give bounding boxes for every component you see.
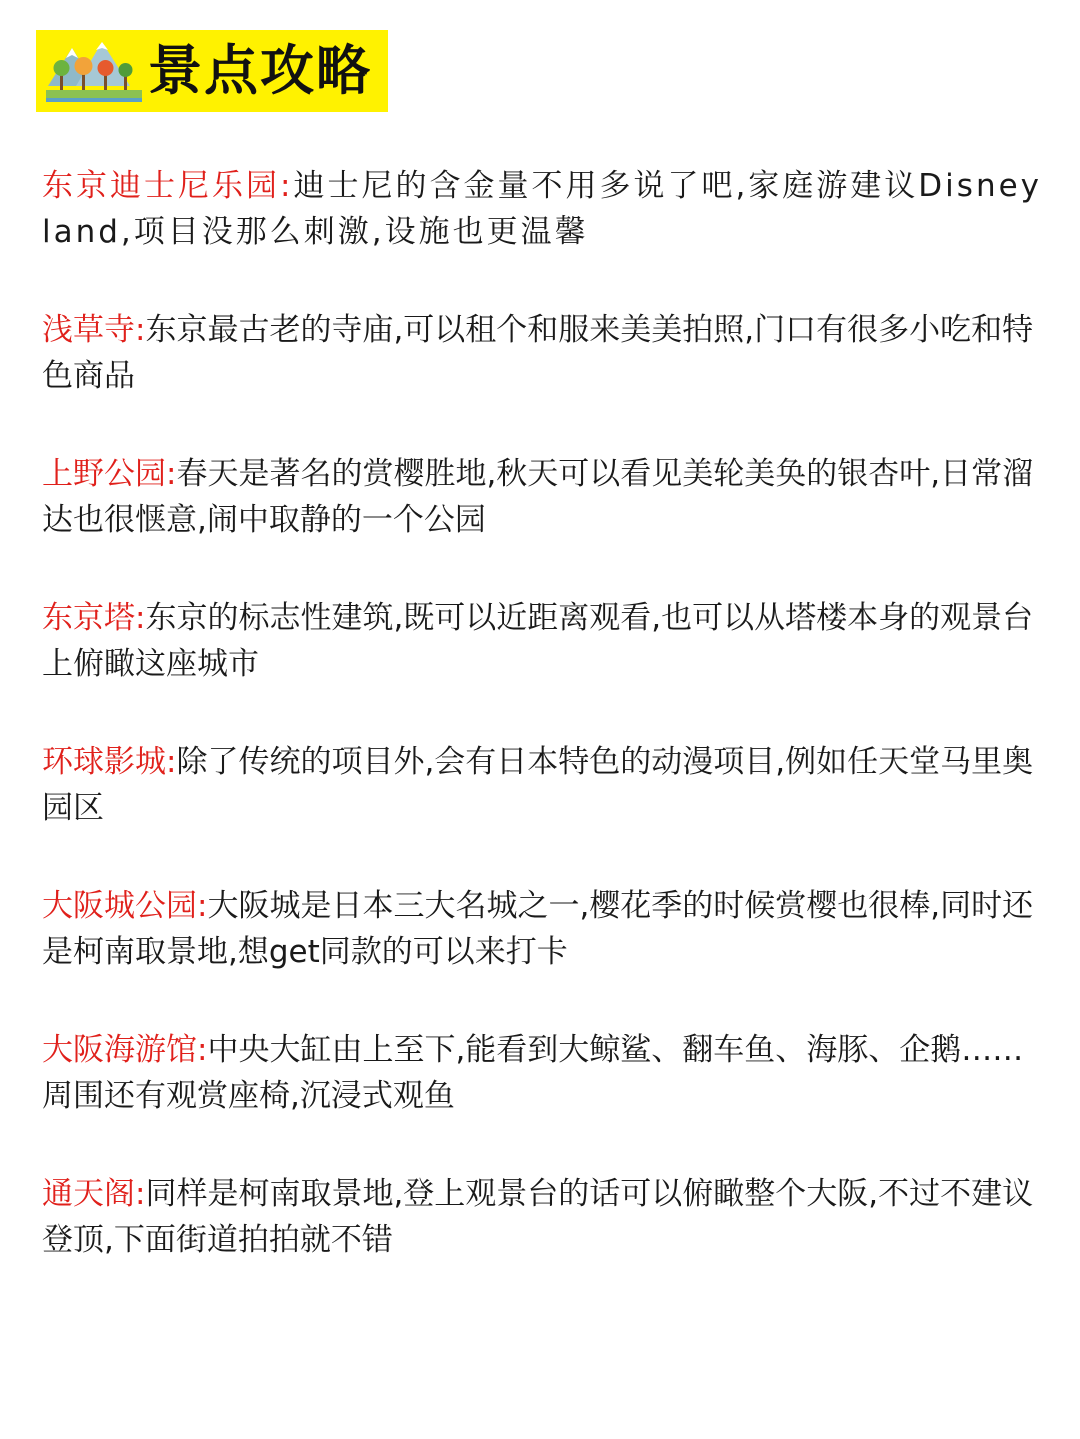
spot-name: 通天阁: — [42, 1176, 146, 1212]
spot-name: 东京迪士尼乐园: — [42, 168, 294, 204]
list-item — [42, 739, 1042, 831]
spot-description: 除了传统的项目外,会有日本特色的动漫项目,例如任天堂马里奥园区 — [42, 744, 1034, 826]
spot-name: 浅草寺: — [42, 312, 146, 348]
list-item — [42, 595, 1042, 687]
spot-name: 环球影城: — [42, 744, 177, 780]
spot-description: 大阪城是日本三大名城之一,樱花季的时候赏樱也很棒,同时还是柯南取景地,想get同款的可以来打卡 — [42, 888, 1034, 970]
spot-description: 东京的标志性建筑,既可以近距离观看,也可以从塔楼本身的观景台上俯瞰这座城市 — [42, 600, 1034, 682]
list-item — [42, 451, 1042, 543]
spot-name: 大阪海游馆: — [42, 1032, 208, 1068]
list-item — [42, 1027, 1042, 1119]
list-item — [42, 1171, 1042, 1263]
list-item — [42, 883, 1042, 975]
spot-description: 同样是柯南取景地,登上观景台的话可以俯瞰整个大阪,不过不建议登顶,下面街道拍拍就不错 — [42, 1176, 1034, 1258]
list-item — [42, 163, 1042, 255]
spot-name: 东京塔: — [42, 600, 146, 636]
spot-description: 春天是著名的赏樱胜地,秋天可以看见美轮美奂的银杏叶,日常溜达也很惬意,闹中取静的一个公园 — [42, 456, 1034, 538]
spot-description: 迪士尼的含金量不用多说了吧,家庭游建议Disneyland,项目没那么刺激,设施也更温馨 — [42, 168, 1043, 250]
page-title: 景点攻略 — [148, 39, 372, 102]
spot-description: 中央大缸由上至下,能看到大鲸鲨、翻车鱼、海豚、企鹅……周围还有观赏座椅,沉浸式观鱼 — [42, 1032, 1024, 1114]
spot-description: 东京最古老的寺庙,可以租个和服来美美拍照,门口有很多小吃和特色商品 — [42, 312, 1034, 394]
spot-name: 上野公园: — [42, 456, 177, 492]
spot-name: 大阪城公园: — [42, 888, 208, 924]
title-banner — [36, 30, 388, 112]
attraction-list — [42, 163, 1042, 1315]
list-item — [42, 307, 1042, 399]
scenery-icon — [46, 36, 142, 106]
